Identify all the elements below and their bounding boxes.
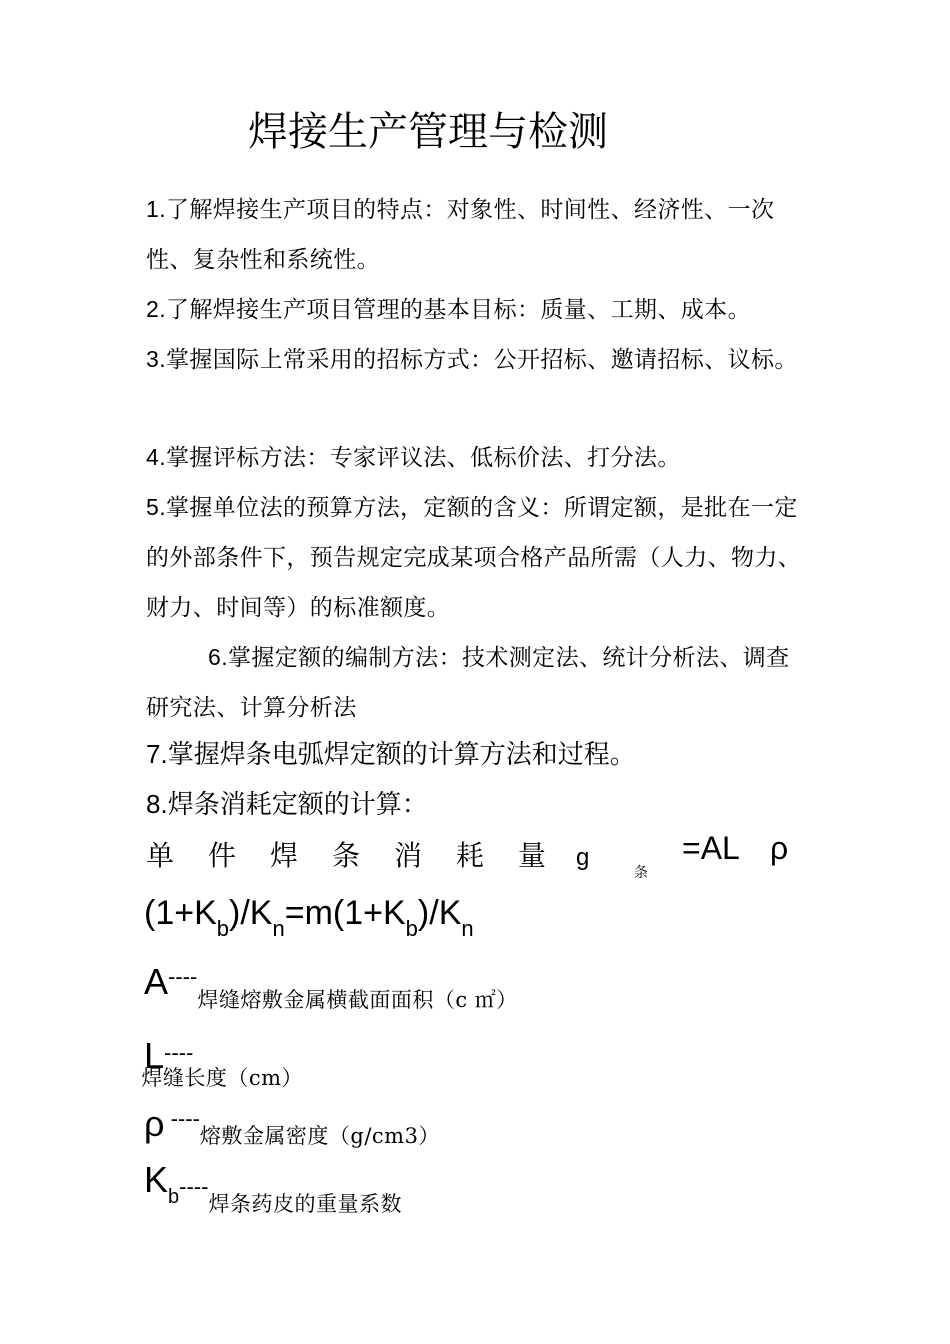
definition-description: 焊缝熔敷金属横截面面积（c ㎡）: [197, 988, 518, 1012]
formula-subscript: n: [461, 916, 474, 941]
definition-dash: ----: [168, 964, 198, 989]
paragraph-1: [146, 184, 810, 285]
definition-dash: ----: [179, 1174, 209, 1199]
paragraph-2: [146, 284, 810, 335]
formula-label: [146, 826, 546, 886]
paragraph-4: [146, 432, 810, 483]
paragraph-number: 2.: [146, 296, 166, 322]
formula-subscript: b: [216, 916, 230, 941]
document-title: 焊接生产管理与检测: [248, 109, 608, 155]
paragraph-7: [146, 729, 636, 780]
paragraph-number: 1.: [146, 196, 166, 222]
definition-rho: [144, 1104, 440, 1150]
formula-part: )/K: [229, 894, 273, 932]
formula-g-subscript: 条: [634, 865, 648, 881]
paragraph-number: 5.: [146, 494, 166, 520]
paragraph-5: [146, 482, 810, 633]
paragraph-8: [146, 779, 428, 830]
formula-label-char: 消: [393, 839, 422, 872]
formula-line-2: [144, 888, 474, 954]
paragraph-number: 3.: [146, 346, 166, 372]
paragraph-number: 8.: [146, 789, 168, 819]
paragraph-text: 了解焊接生产项目管理的基本目标：质量、工期、成本。: [165, 297, 751, 323]
formula-part: =m(1+K: [284, 894, 406, 932]
formula-line-1: [146, 826, 810, 886]
definition-description: 焊缝长度（cm）: [141, 1066, 304, 1090]
formula-label-char: 条: [331, 839, 360, 872]
definition-symbol: L: [144, 1035, 165, 1076]
definition-dash: ----: [164, 1040, 194, 1065]
formula-g-symbol: g: [576, 844, 590, 871]
definition-a: [144, 962, 518, 1014]
paragraph-text: 掌握评标方法：专家评议法、低标价法、打分法。: [165, 445, 681, 471]
formula-eq-al: =AL: [682, 830, 740, 866]
formula-part: (1+K: [144, 894, 217, 932]
formula-label-char: 焊: [269, 839, 298, 872]
formula-part: )/K: [417, 894, 462, 932]
formula-label-char: 量: [517, 839, 546, 872]
definition-symbol: ρ: [144, 1103, 165, 1144]
paragraph-text: 焊条消耗定额的计算：: [167, 790, 428, 820]
paragraph-text: 掌握定额的编制方法：技术测定法、统计分析法、调查研究法、计算分析法: [146, 645, 790, 721]
paragraph-number: 6.: [208, 644, 228, 670]
paragraph-3: [146, 334, 810, 385]
paragraph-text: 掌握单位法的预算方法，定额的含义：所谓定额，是批在一定的外部条件下，预告规定完成某项合格产品所需（人力、物力、财力、时间等）的标准额度。: [146, 495, 802, 621]
definition-description: 熔敷金属密度（g/cm3）: [199, 1124, 440, 1148]
formula-subscript: b: [405, 916, 418, 941]
definition-symbol: K: [144, 1159, 169, 1200]
paragraph-6: [146, 632, 810, 733]
paragraph-text: 掌握焊条电弧焊定额的计算方法和过程。: [167, 740, 636, 770]
definition-kb: [144, 1160, 402, 1218]
paragraph-number: 4.: [146, 444, 166, 470]
definition-l: [141, 1035, 304, 1092]
formula-label-char: 件: [207, 839, 236, 872]
paragraph-text: 了解焊接生产项目的特点：对象性、时间性、经济性、一次性、复杂性和系统性。: [146, 197, 775, 273]
formula-subscript: n: [272, 916, 285, 941]
formula-label-char: 耗: [455, 839, 484, 872]
definition-dash: ----: [164, 1106, 200, 1131]
paragraph-number: 7.: [146, 739, 168, 769]
formula-label-char: 单: [146, 839, 175, 872]
formula-rho: ρ: [770, 830, 789, 866]
paragraph-text: 掌握国际上常采用的招标方式：公开招标、邀请招标、议标。: [165, 347, 798, 373]
definition-description: 焊条药皮的重量系数: [208, 1192, 402, 1216]
definition-subscript: b: [168, 1186, 180, 1208]
definition-symbol: A: [144, 961, 169, 1002]
